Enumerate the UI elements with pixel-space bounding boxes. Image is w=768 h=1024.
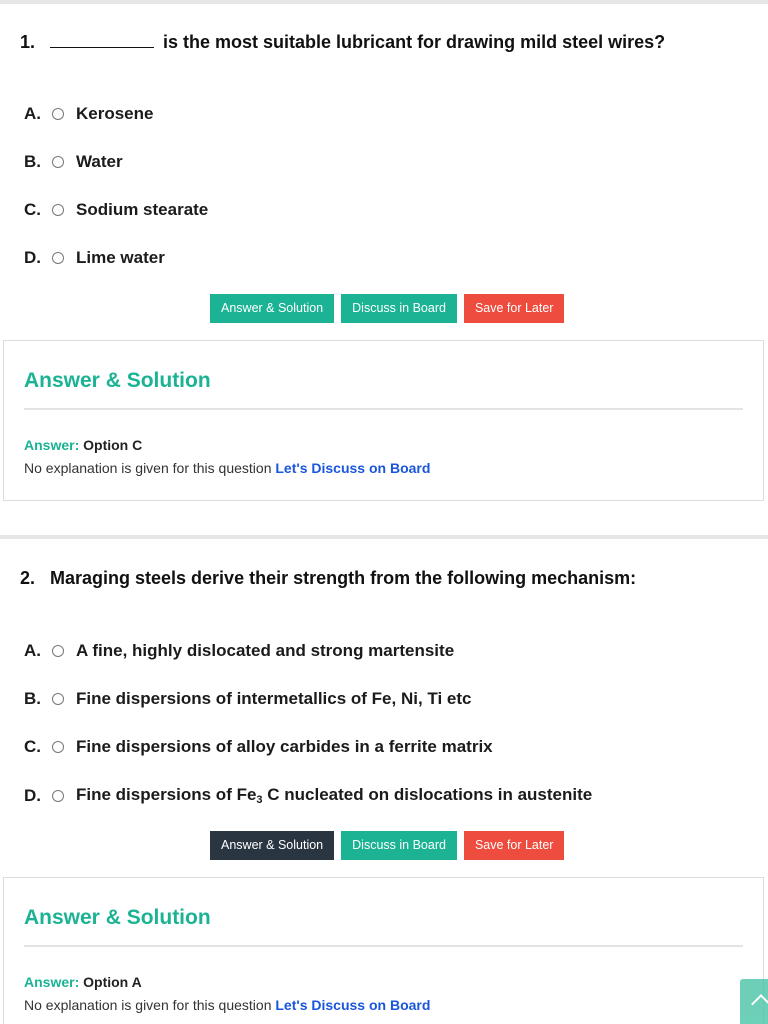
- option-text: Water: [76, 152, 123, 171]
- option-a[interactable]: [24, 641, 454, 661]
- fill-blank: [50, 33, 154, 48]
- option-letter: A.: [24, 641, 41, 660]
- radio-empty-icon[interactable]: [52, 693, 64, 705]
- solution-panel: [3, 877, 764, 1024]
- answer-value: Option C: [83, 437, 143, 453]
- divider: [24, 408, 743, 410]
- option-text: Fine dispersions of alloy carbides in a ferrite matrix: [76, 737, 493, 756]
- option-a[interactable]: [24, 104, 153, 124]
- discuss-board-button[interactable]: Discuss in Board: [341, 831, 457, 860]
- question-text: Maraging steels derive their strength from the following mechanism:: [50, 568, 637, 588]
- option-c[interactable]: [24, 200, 208, 220]
- answer-label: Answer:: [24, 974, 80, 990]
- option-letter: C.: [24, 200, 41, 219]
- radio-empty-icon[interactable]: [52, 645, 64, 657]
- radio-empty-icon[interactable]: [52, 108, 64, 120]
- answer-solution-button[interactable]: Answer & Solution: [210, 831, 334, 860]
- radio-empty-icon[interactable]: [52, 252, 64, 264]
- option-letter: B.: [24, 689, 41, 708]
- save-later-button[interactable]: Save for Later: [464, 294, 565, 323]
- option-text: A fine, highly dislocated and strong martensite: [76, 641, 455, 660]
- question-1-title: [20, 32, 665, 53]
- explanation-text: No explanation is given for this question: [24, 460, 272, 476]
- answer-label: Answer:: [24, 437, 80, 453]
- answer-solution-button[interactable]: Answer & Solution: [210, 294, 334, 323]
- chevron-up-icon[interactable]: [740, 979, 768, 1024]
- radio-empty-icon[interactable]: [52, 156, 64, 168]
- question-2: [0, 537, 768, 1024]
- option-letter: A.: [24, 104, 41, 123]
- discuss-board-button[interactable]: Discuss in Board: [341, 294, 457, 323]
- radio-empty-icon[interactable]: [52, 204, 64, 216]
- option-text: [76, 785, 592, 806]
- option-text: Sodium stearate: [76, 200, 209, 219]
- question-2-title: [20, 568, 636, 589]
- option-text: Kerosene: [76, 104, 154, 123]
- radio-empty-icon[interactable]: [52, 741, 64, 753]
- discuss-link[interactable]: Let's Discuss on Board: [275, 460, 431, 476]
- subscript: 3: [256, 794, 263, 806]
- question-1-actions: [210, 294, 564, 323]
- question-number: 2.: [20, 568, 36, 588]
- explanation-line: [24, 997, 430, 1013]
- answer-line: [24, 437, 142, 453]
- option-letter: B.: [24, 152, 41, 171]
- question-2-actions: [210, 831, 564, 860]
- option-b[interactable]: [24, 689, 472, 709]
- option-text: Lime water: [76, 248, 165, 267]
- option-text-part: C nucleated on dislocations in austenite: [262, 785, 593, 804]
- discuss-link[interactable]: Let's Discuss on Board: [275, 997, 431, 1013]
- solution-title: Answer & Solution: [24, 369, 211, 392]
- option-d[interactable]: [24, 785, 592, 806]
- save-later-button[interactable]: Save for Later: [464, 831, 565, 860]
- question-number: 1.: [20, 32, 36, 52]
- solution-panel: [3, 340, 764, 501]
- option-c[interactable]: [24, 737, 493, 757]
- option-letter: D.: [24, 248, 41, 267]
- option-d[interactable]: [24, 248, 165, 268]
- divider: [24, 945, 743, 947]
- option-letter: D.: [24, 785, 41, 805]
- option-text: Fine dispersions of intermetallics of Fe, Ni, Ti etc: [76, 689, 472, 708]
- option-letter: C.: [24, 737, 41, 756]
- answer-value: Option A: [83, 974, 142, 990]
- radio-empty-icon[interactable]: [52, 790, 64, 802]
- answer-line: [24, 974, 142, 990]
- explanation-text: No explanation is given for this question: [24, 997, 272, 1013]
- question-text: is the most suitable lubricant for drawing mild steel wires?: [163, 32, 666, 52]
- solution-title: Answer & Solution: [24, 906, 211, 929]
- option-text-part: Fine dispersions of Fe: [76, 785, 257, 804]
- option-b[interactable]: [24, 152, 123, 172]
- explanation-line: [24, 460, 430, 476]
